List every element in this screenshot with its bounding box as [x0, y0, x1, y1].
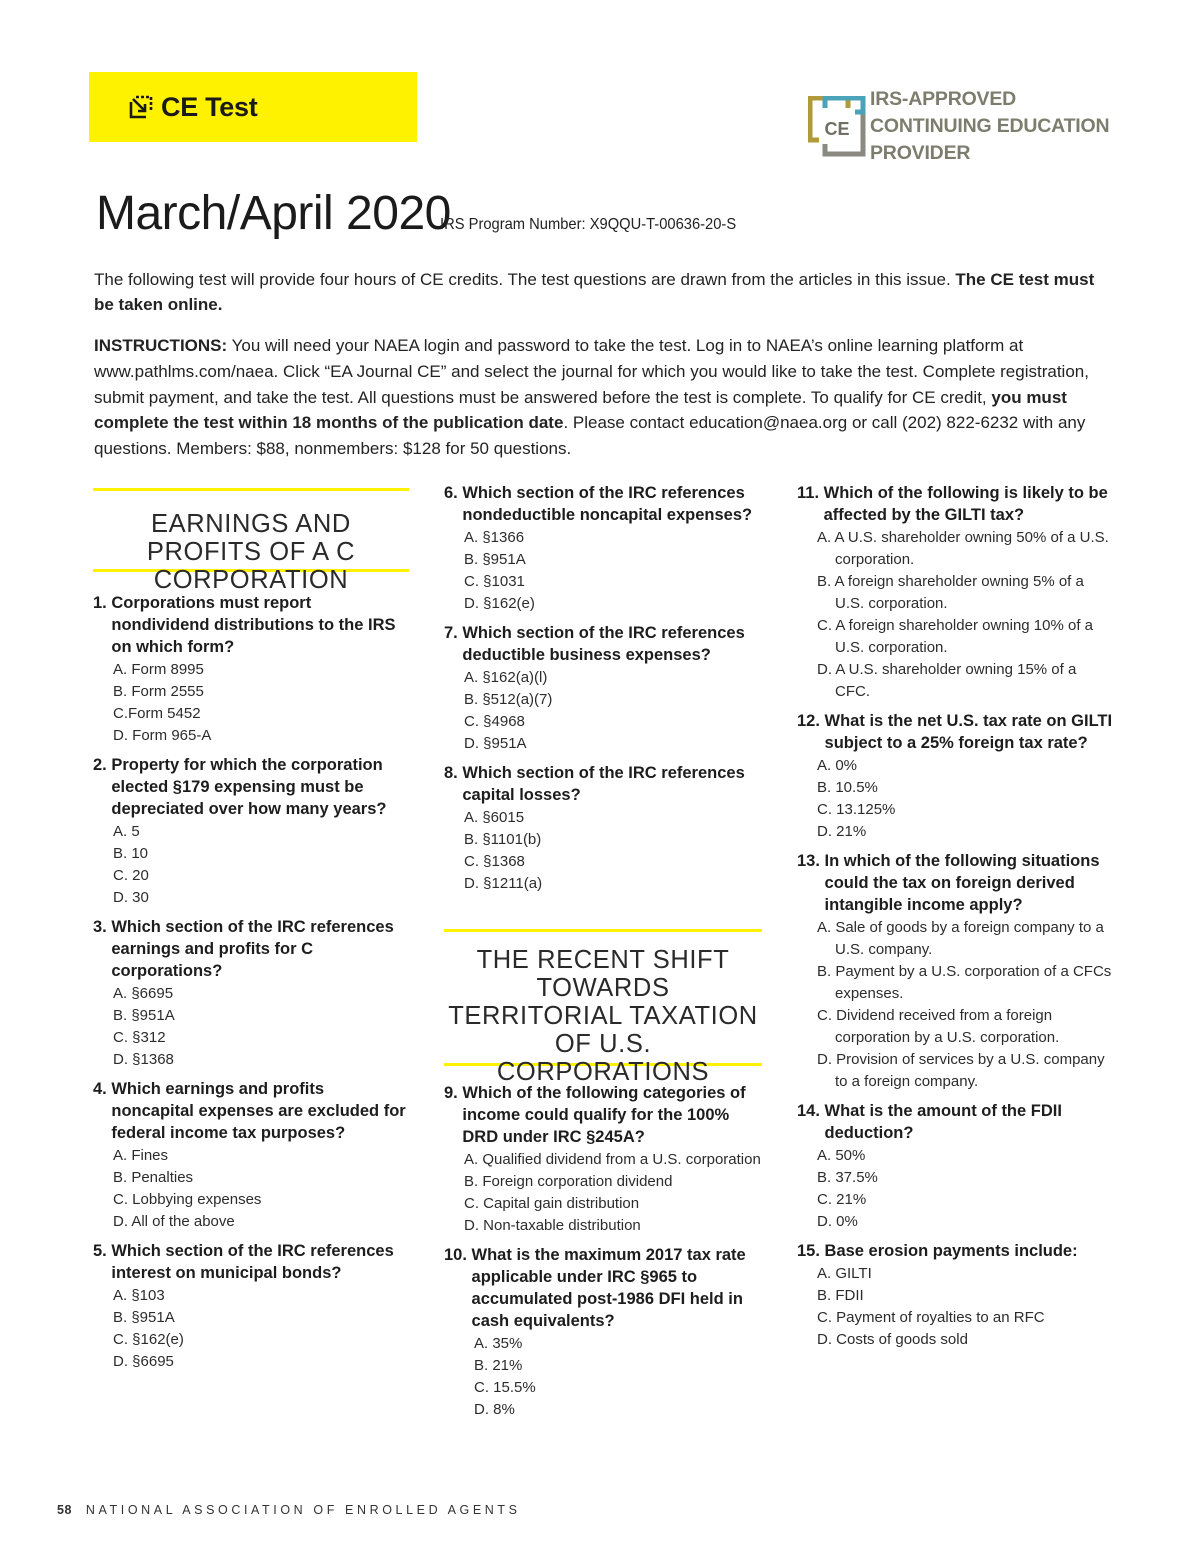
question-number: 10.: [444, 1246, 472, 1264]
answer-option: A. 5: [113, 823, 140, 840]
answer-option: D. 8%: [474, 1401, 515, 1418]
question-3: [93, 916, 409, 1071]
answer-option: C. 20: [113, 867, 149, 884]
answer-option: D. §1211(a): [464, 875, 543, 892]
question-1: [93, 592, 409, 747]
answer-option: B. 21%: [474, 1357, 523, 1374]
question-7: [444, 622, 762, 755]
question-stem: [93, 592, 409, 658]
column-2: [444, 482, 762, 1428]
question-11: [797, 482, 1115, 703]
question-5: [93, 1240, 409, 1373]
question-text: Property for which the corporation elected §179 expensing must be depreciated over how many years?: [111, 756, 387, 818]
answer-options: [817, 527, 1115, 703]
question-number: 1.: [93, 594, 112, 612]
answer-option: B. §512(a)(7): [464, 691, 553, 708]
answer-option: A. 35%: [474, 1335, 523, 1352]
intro-text: The following test will provide four hours of CE credits. The test questions are drawn from the articles in this issue.: [94, 270, 956, 289]
question-stem: [93, 1240, 409, 1284]
answer-option: C. Capital gain distribution: [464, 1195, 640, 1212]
answer-option: A. §6015: [464, 809, 525, 826]
question-number: 8.: [444, 764, 463, 782]
question-number: 4.: [93, 1080, 112, 1098]
instructions-text-1: You will need your NAEA login and password to take the test. Log in to NAEA’s online learning platform at www.pathlms.com/naea. Click “EA Journal CE” and select the journal for which you would like to take the test. Complete registration, submit payment, and take the test. All questions must be answered before the test is complete. To qualify for CE credit,: [94, 336, 1089, 407]
question-stem: [444, 762, 762, 806]
provider-line-1: IRS-APPROVED: [870, 88, 1017, 110]
question-number: 3.: [93, 918, 112, 936]
question-stem: [93, 916, 409, 982]
answer-option: C. §312: [113, 1029, 166, 1046]
irs-program-number: IRS Program Number: X9QQU-T-00636-20-S: [440, 216, 737, 233]
answer-option: C. A foreign shareholder owning 10% of a U.S. corporation.: [817, 617, 1094, 656]
question-stem: [444, 622, 762, 666]
answer-option: A. Form 8995: [113, 661, 204, 678]
question-number: 11.: [797, 484, 824, 502]
answer-option: A. Qualified dividend from a U.S. corporation: [464, 1151, 761, 1168]
page-number: 58: [57, 1503, 72, 1517]
answer-options: [817, 1263, 1115, 1351]
page-footer: [57, 1503, 521, 1517]
answer-option: A. §1366: [464, 529, 525, 546]
answer-option: D. 0%: [817, 1213, 858, 1230]
question-stem: [93, 754, 409, 820]
question-13: [797, 850, 1115, 1093]
answer-options: [817, 755, 1115, 843]
question-stem: [797, 1100, 1115, 1144]
question-number: 12.: [797, 712, 825, 730]
ce-test-label: CE Test: [161, 91, 258, 122]
answer-option: D. §951A: [464, 735, 527, 752]
answer-option: C. 21%: [817, 1191, 867, 1208]
answer-option: C. §4968: [464, 713, 525, 730]
answer-option: C. 13.125%: [817, 801, 896, 818]
question-text: Corporations must report nondividend distributions to the IRS on which form?: [111, 594, 396, 656]
edit-pencil-icon: [127, 93, 155, 121]
column-1: [93, 482, 409, 1380]
question-number: 13.: [797, 852, 825, 870]
issue-title: March/April 2020: [96, 187, 451, 240]
question-text: What is the amount of the FDII deduction?: [824, 1102, 1062, 1142]
answer-options: [113, 1145, 409, 1233]
question-number: 15.: [797, 1242, 825, 1260]
intro-bold: The CE test must be taken online.: [94, 270, 1095, 314]
question-text: Which section of the IRC references capital losses?: [462, 764, 745, 804]
answer-option: D. Costs of goods sold: [817, 1331, 968, 1348]
question-number: 14.: [797, 1102, 825, 1120]
question-number: 7.: [444, 624, 463, 642]
question-text: What is the net U.S. tax rate on GILTI subject to a 25% foreign tax rate?: [824, 712, 1113, 752]
answer-option: C. 15.5%: [474, 1379, 536, 1396]
question-text: Which section of the IRC references nondeductible noncapital expenses?: [462, 484, 753, 524]
answer-options: [464, 667, 762, 755]
question-text: Which section of the IRC references interest on municipal bonds?: [111, 1242, 394, 1282]
answer-option: D. Provision of services by a U.S. company to a foreign company.: [817, 1051, 1105, 1090]
question-number: 2.: [93, 756, 112, 774]
answer-option: C. §162(e): [113, 1331, 184, 1348]
answer-option: D. Non-taxable distribution: [464, 1217, 641, 1234]
question-14: [797, 1100, 1115, 1233]
answer-option: B. FDII: [817, 1287, 864, 1304]
question-number: 6.: [444, 484, 463, 502]
section-heading-earnings-profits: EARNINGS AND PROFITS OF A C CORPORATION: [93, 488, 409, 572]
answer-options: [113, 1285, 409, 1373]
question-number: 5.: [93, 1242, 112, 1260]
answer-option: A. Sale of goods by a foreign company to a U.S. company.: [817, 919, 1104, 958]
answer-option: A. Fines: [113, 1147, 169, 1164]
question-text: In which of the following situations could the tax on foreign derived intangible income apply?: [824, 852, 1100, 914]
answer-option: D. §1368: [113, 1051, 174, 1068]
answer-option: A. §6695: [113, 985, 174, 1002]
answer-option: C.Form 5452: [113, 705, 201, 722]
ce-logo-text: CE: [824, 119, 850, 139]
intro-paragraph: [94, 267, 1114, 317]
question-stem: [93, 1078, 409, 1144]
question-stem: [444, 482, 762, 526]
question-10: [444, 1244, 762, 1421]
question-text: Which earnings and profits noncapital expenses are excluded for federal income tax purposes?: [111, 1080, 406, 1142]
instructions-label: INSTRUCTIONS:: [94, 336, 228, 355]
answer-option: B. 10: [113, 845, 149, 862]
question-text: Which section of the IRC references earnings and profits for C corporations?: [111, 918, 394, 980]
instructions-deadline: you must complete the test within 18 months of the publication date: [94, 387, 1067, 433]
answer-option: A. A U.S. shareholder owning 50% of a U.S. corporation.: [817, 529, 1109, 568]
answer-option: C. Dividend received from a foreign corporation by a U.S. corporation.: [817, 1007, 1060, 1046]
answer-option: A. GILTI: [817, 1265, 872, 1282]
answer-option: D. All of the above: [113, 1213, 235, 1230]
question-15: [797, 1240, 1115, 1351]
answer-option: D. §6695: [113, 1353, 174, 1370]
answer-option: B. Payment by a U.S. corporation of a CFCs expenses.: [817, 963, 1112, 1002]
question-stem: [444, 1244, 762, 1332]
answer-options: [817, 917, 1115, 1093]
answer-options: [113, 983, 409, 1071]
question-stem: [797, 1240, 1115, 1262]
answer-option: D. Form 965-A: [113, 727, 212, 744]
provider-line-3: PROVIDER: [870, 142, 971, 164]
ce-provider-logo: [808, 96, 866, 158]
provider-line-2: CONTINUING EDUCATION: [870, 115, 1110, 137]
answer-options: [113, 659, 409, 747]
answer-option: A. §162(a)(l): [464, 669, 548, 686]
question-text: Which of the following categories of income could qualify for the 100% DRD under IRC §245A?: [462, 1084, 746, 1146]
question-stem: [797, 710, 1115, 754]
answer-options: [464, 807, 762, 895]
answer-option: A. 50%: [817, 1147, 866, 1164]
answer-option: B. 37.5%: [817, 1169, 878, 1186]
answer-option: D. 30: [113, 889, 149, 906]
question-text: Base erosion payments include:: [824, 1242, 1078, 1260]
answer-option: B. Foreign corporation dividend: [464, 1173, 673, 1190]
answer-option: C. §1368: [464, 853, 525, 870]
question-9: [444, 1082, 762, 1237]
question-stem: [444, 1082, 762, 1148]
question-text: Which of the following is likely to be affected by the GILTI tax?: [823, 484, 1108, 524]
irs-approved-provider-badge: [808, 86, 1109, 167]
answer-option: B. §951A: [113, 1309, 175, 1326]
question-stem: [797, 482, 1115, 526]
answer-option: B. §951A: [113, 1007, 175, 1024]
column-3: [797, 482, 1115, 1358]
answer-option: A. 0%: [817, 757, 858, 774]
answer-options: [817, 1145, 1115, 1233]
answer-option: C. §1031: [464, 573, 525, 590]
answer-options: [113, 821, 409, 909]
provider-text: [870, 86, 1109, 167]
answer-option: D. §162(e): [464, 595, 535, 612]
question-2: [93, 754, 409, 909]
answer-option: A. §103: [113, 1287, 165, 1304]
answer-option: B. Form 2555: [113, 683, 204, 700]
answer-options: [464, 1149, 762, 1237]
question-4: [93, 1078, 409, 1233]
question-8: [444, 762, 762, 895]
instructions-paragraph: [94, 333, 1116, 462]
instructions-text-2: . Please contact education@naea.org or call (202) 822-6232 with any questions. Members: $88, nonmembers: $128 for 50 questions.: [94, 413, 1086, 459]
footer-org: NATIONAL ASSOCIATION OF ENROLLED AGENTS: [85, 1503, 521, 1517]
answer-option: B. A foreign shareholder owning 5% of a U.S. corporation.: [817, 573, 1084, 612]
answer-option: D. A U.S. shareholder owning 15% of a CFC.: [817, 661, 1077, 700]
answer-option: B. §1101(b): [464, 831, 542, 848]
answer-option: B. §951A: [464, 551, 526, 568]
ce-test-tab: [89, 72, 417, 142]
answer-options: [474, 1333, 762, 1421]
answer-options: [464, 527, 762, 615]
answer-option: B. 10.5%: [817, 779, 878, 796]
question-6: [444, 482, 762, 615]
answer-option: D. 21%: [817, 823, 867, 840]
section-heading-territorial-taxation: THE RECENT SHIFT TOWARDS TERRITORIAL TAXATION OF U.S. CORPORATIONS: [444, 929, 762, 1066]
answer-option: C. Payment of royalties to an RFC: [817, 1309, 1045, 1326]
question-number: 9.: [444, 1084, 463, 1102]
question-text: Which section of the IRC references deductible business expenses?: [462, 624, 745, 664]
answer-option: C. Lobbying expenses: [113, 1191, 262, 1208]
question-stem: [797, 850, 1115, 916]
question-text: What is the maximum 2017 tax rate applicable under IRC §965 to accumulated post-1986 DFI held in cash equivalents?: [471, 1246, 746, 1330]
question-12: [797, 710, 1115, 843]
answer-option: B. Penalties: [113, 1169, 194, 1186]
